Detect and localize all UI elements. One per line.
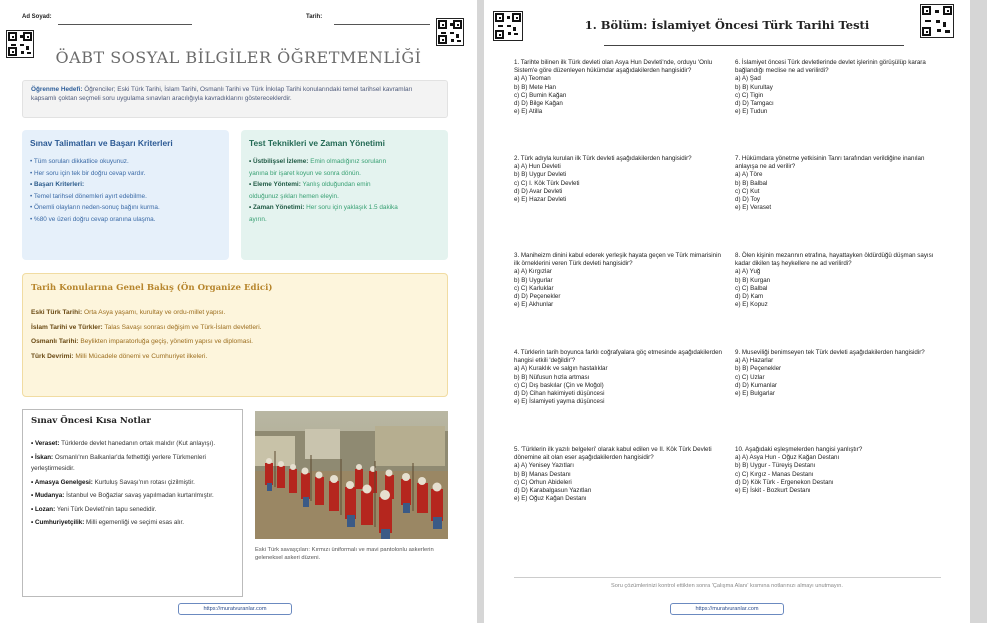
instruction-line: • Önemli olayların neden-sonuç bağını kurma. <box>30 204 160 211</box>
answer-option[interactable]: b) B) Mete Han <box>514 83 556 91</box>
question-block <box>735 155 945 212</box>
technique-line: yanına bir işaret koyun ve sonra dönün. <box>249 169 361 177</box>
answer-option[interactable]: d) D) Kam <box>735 293 764 301</box>
answer-option[interactable]: c) C) Uzlar <box>735 373 765 381</box>
note-term: • İskan: <box>31 453 54 461</box>
question-stem: 7. Hükümdara yönetme yetkisinin Tanrı tarafından verildiğine inanılan anlayışa ne ad verilir? <box>735 155 925 171</box>
worksheet-page-left <box>0 0 477 623</box>
answer-option[interactable]: e) E) İslamiyeti yayma düşüncesi <box>514 398 605 406</box>
answer-option[interactable]: b) B) Uygur Devleti <box>514 171 567 179</box>
answer-option[interactable]: e) E) Tudun <box>735 108 768 116</box>
answer-option[interactable]: b) B) Uygur - Türeyiş Destanı <box>735 462 816 470</box>
title-divider <box>604 45 904 46</box>
technique-line: olduğunuz şıkları hemen eleyin. <box>249 192 339 200</box>
answer-option[interactable]: d) D) Avar Devleti <box>514 187 563 195</box>
note-text: Türklerde devlet hanedanın ortak malıdır (Kut anlayışı). <box>59 440 216 447</box>
answer-option[interactable]: d) D) Cihan hakimiyeti düşüncesi <box>514 390 605 398</box>
answer-option[interactable]: e) E) Atilla <box>514 108 543 116</box>
question-block <box>735 59 945 116</box>
notes-title: Sınav Öncesi Kısa Notlar <box>31 416 151 426</box>
answer-option[interactable]: e) E) Veraset <box>735 204 772 212</box>
instruction-line: • Her soru için tek bir doğru cevap vardır. <box>30 169 146 177</box>
objective-text: Öğrenciler; Eski Türk Tarihi, İslam Tarihi, Osmanlı Tarihi ve Türk İnkılap Tarihi konularındaki temel tarihsel kavramları kapsamlı çoktan seçmeli soru uygulama sınavları aracılığıyla kavradıklarını göstereceklerdir. <box>31 86 413 102</box>
answer-option[interactable]: e) E) Hazar Devleti <box>514 196 567 204</box>
overview-desc: Beylikten imparatorluğa geçiş, yönetim yapısı ve diplomasi. <box>78 338 253 345</box>
answer-option[interactable]: c) C) Karluklar <box>514 284 554 292</box>
answer-option[interactable]: a) A) Hazarlar <box>735 357 774 365</box>
note-text: Yeni Türk Devleti'nin tapu senedidir. <box>55 505 157 513</box>
question-stem: 8. Ölen kişinin mezarının etrafına, hayattayken öldürdüğü düşman sayısı kadar dikilen taş heykellere ne ad verilirdi? <box>735 252 934 268</box>
answer-option[interactable]: a) A) Teoman <box>514 75 551 83</box>
footer-note: Soru çözümlerinizi kontrol ettikten sonra 'Çalışma Alanı' kısmına notlarınızı almayı unutmayın. <box>611 583 843 589</box>
learning-objective <box>22 80 448 118</box>
instruction-line: • Tüm soruları dikkatlice okuyunuz. <box>30 158 129 165</box>
illustration-caption: Eski Türk savaşçıları: Kırmızı üniformalı ve mavi pantolonlu askerlerin geleneksel askeri düzeni. <box>255 547 434 561</box>
technique-line: ayırın. <box>249 215 267 223</box>
technique-line: Emin olmadığınız soruların <box>308 158 387 165</box>
note-term: • Mudanya: <box>31 492 65 499</box>
overview-title: Tarih Konularına Genel Bakış (Ön Organize Edici) <box>31 283 273 293</box>
overview-desc: Talas Savaşı sonrası değişim ve Türk-İslam devletleri. <box>102 323 262 331</box>
question-stem: 2. Türk adıyla kurulan ilk Türk devleti aşağıdakilerden hangisidir? <box>514 155 692 162</box>
overview-topic: Eski Türk Tarihi: <box>31 309 83 316</box>
answer-option[interactable]: a) A) Kırgızlar <box>514 268 552 276</box>
answer-option[interactable]: c) C) Dış baskılar (Çin ve Moğol) <box>514 381 604 389</box>
answer-option[interactable]: c) C) Balbal <box>735 284 768 292</box>
instruction-line: • Temel tarihsel dönemleri ayırt edebilme. <box>30 192 147 200</box>
answer-option[interactable]: c) C) Kut <box>735 187 760 195</box>
answer-option[interactable]: b) B) Nüfusun hızla artması <box>514 373 590 381</box>
website-link[interactable]: https://muratvuranlar.com <box>178 603 292 615</box>
question-stem: 4. Türklerin tarih boyunca farklı coğrafyalara göç etmesinde aşağıdakilerden hangisi etkili 'değildir'? <box>514 349 722 365</box>
note-term: • Veraset: <box>31 440 60 447</box>
question-block <box>735 446 945 495</box>
answer-option[interactable]: c) C) Orhun Abideleri <box>514 478 572 486</box>
overview-topic: İslam Tarihi ve Türkler: <box>31 323 103 331</box>
answer-option[interactable]: e) E) Kopuz <box>735 301 768 309</box>
answer-option[interactable]: a) A) Hun Devleti <box>514 163 561 171</box>
answer-option[interactable]: d) D) Peçenekler <box>514 293 561 301</box>
question-stem: 9. Museviliği benimseyen tek Türk devleti aşağıdakilerden hangisidir? <box>735 349 925 356</box>
worksheet-page-right <box>484 0 970 623</box>
answer-option[interactable]: d) D) Toy <box>735 196 760 204</box>
techniques-box <box>241 130 448 260</box>
note-text: Osmanlı'nın Balkanlar'da fethettiği yerlere Türkmenleri yerleştirmesidir. <box>31 453 206 472</box>
soldiers-illustration <box>255 411 448 539</box>
question-block <box>735 349 945 398</box>
answer-option[interactable]: d) D) Kumanlar <box>735 381 777 389</box>
note-term: • Amasya Genelgesi: <box>31 478 93 486</box>
answer-option[interactable]: a) A) Töre <box>735 171 763 179</box>
overview-topic: Osmanlı Tarihi: <box>31 338 79 345</box>
answer-option[interactable]: e) E) Bulgarlar <box>735 390 775 398</box>
technique-line: Her soru için yaklaşık 1.5 dakika <box>304 204 398 211</box>
question-block <box>735 252 945 309</box>
answer-option[interactable]: d) D) Bilge Kağan <box>514 100 563 108</box>
answer-option[interactable]: b) B) Manas Destanı <box>514 470 571 478</box>
answer-option[interactable]: c) C) Bumin Kağan <box>514 91 567 99</box>
question-block <box>514 59 724 116</box>
answer-option[interactable]: a) A) Yuğ <box>735 268 761 276</box>
question-block <box>514 446 724 503</box>
question-block <box>514 155 724 204</box>
notes-box <box>22 409 243 597</box>
answer-option[interactable]: a) A) Yenisey Yazıtları <box>514 462 574 470</box>
answer-option[interactable]: d) D) Kök Türk - Ergenekon Destanı <box>735 478 834 486</box>
date-line <box>334 24 430 25</box>
question-stem: 10. Aşağıdaki eşleşmelerden hangisi yanlıştır? <box>735 446 863 453</box>
answer-option[interactable]: b) B) Balbal <box>735 179 768 187</box>
answer-option[interactable]: b) B) Kurgan <box>735 276 771 284</box>
question-stem: 3. Maniheizm dinini kabul ederek yerleşik hayata geçen ve Türk mimarisinin ilk örneklerini veren Türk devleti hangisidir? <box>514 252 721 268</box>
name-label: Ad Soyad: <box>22 14 52 20</box>
answer-option[interactable]: e) E) Akhunlar <box>514 301 554 309</box>
footer-divider <box>514 577 941 578</box>
instructions-box <box>22 130 229 260</box>
answer-option[interactable]: e) E) Oğuz Kağan Destanı <box>514 495 587 503</box>
question-stem: 1. Tarihte bilinen ilk Türk devleti olan Asya Hun Devleti'nde, orduyu 'Onlu Sistem'e göre düzenleyen hükümdar aşağıdakilerden hangisidir? <box>514 59 713 75</box>
note-term: • Lozan: <box>31 505 56 513</box>
answer-option[interactable]: d) D) Karabalgasun Yazıtları <box>514 487 592 495</box>
overview-desc: Orta Asya yaşamı, kurultay ve ordu-millet yapısı. <box>82 309 226 316</box>
note-term: • Cumhuriyetçilik: <box>31 519 85 526</box>
answer-option[interactable]: e) E) İskit - Bozkurt Destanı <box>735 487 811 495</box>
note-text: Milli egemenliği ve seçimi esas alır. <box>84 519 185 526</box>
question-block <box>514 349 724 406</box>
answer-option[interactable]: c) C) Tigin <box>735 91 764 99</box>
answer-option[interactable]: d) D) Tamgacı <box>735 100 774 108</box>
worksheet-title: ÖABT SOSYAL BİLGİLER ÖĞRETMENLİĞİ <box>55 48 422 67</box>
overview-desc: Milli Mücadele dönemi ve Cumhuriyet ilkeleri. <box>73 352 208 360</box>
technique-bold: • Eleme Yöntemi: <box>249 181 301 188</box>
answer-option[interactable]: b) B) Uygurlar <box>514 276 553 284</box>
qr-code-icon <box>436 18 464 46</box>
note-text: Kurtuluş Savaşı'nın rotası çizilmiştir. <box>92 478 195 486</box>
name-line <box>58 24 192 25</box>
objective-label: Öğrenme Hedefi: <box>31 86 83 93</box>
answer-option[interactable]: b) B) Peçenekler <box>735 365 782 373</box>
overview-topic: Türk Devrimi: <box>31 352 74 360</box>
technique-bold: • Üstbilişsel İzleme: <box>249 158 309 165</box>
answer-option[interactable]: b) B) Kurultay <box>735 83 773 91</box>
techniques-title: Test Teknikleri ve Zaman Yönetimi <box>249 138 385 148</box>
overview-box <box>22 273 448 397</box>
question-block <box>514 252 724 309</box>
instructions-title: Sınav Talimatları ve Başarı Kriterleri <box>30 138 173 148</box>
answer-option[interactable]: a) A) Asya Hun - Oğuz Kağan Destanı <box>735 454 840 462</box>
answer-option[interactable]: c) C) Kırgız - Manas Destanı <box>735 470 814 478</box>
question-stem: 6. İslamiyet öncesi Türk devletlerinde devlet işlerinin görüşülüp karara bağlandığı meclise ne ad verilirdi? <box>735 59 926 75</box>
technique-line: Yanlış olduğundan emin <box>300 181 371 188</box>
answer-option[interactable]: a) A) Kuraklık ve salgın hastalıklar <box>514 365 608 373</box>
instruction-line: • %80 ve üzeri doğru cevap oranına ulaşma. <box>30 215 156 223</box>
technique-bold: • Zaman Yönetimi: <box>249 204 305 211</box>
website-link[interactable]: https://muratvuranlar.com <box>670 603 784 615</box>
date-label: Tarih: <box>306 14 323 20</box>
test-title: 1. Bölüm: İslamiyet Öncesi Türk Tarihi Testi <box>584 18 870 32</box>
answer-option[interactable]: a) A) Şad <box>735 75 761 83</box>
answer-option[interactable]: c) C) I. Kök Türk Devleti <box>514 179 580 187</box>
note-text: İstanbul ve Boğazlar savaş yapılmadan kurtarılmıştır. <box>64 492 214 499</box>
question-stem: 5. 'Türklerin ilk yazılı belgeleri' olarak kabul edilen ve II. Kök Türk Devleti dönemine ait olan eser aşağıdakilerden hangisidir? <box>514 446 712 462</box>
instruction-bold: • Başarı Kriterleri: <box>30 181 85 188</box>
